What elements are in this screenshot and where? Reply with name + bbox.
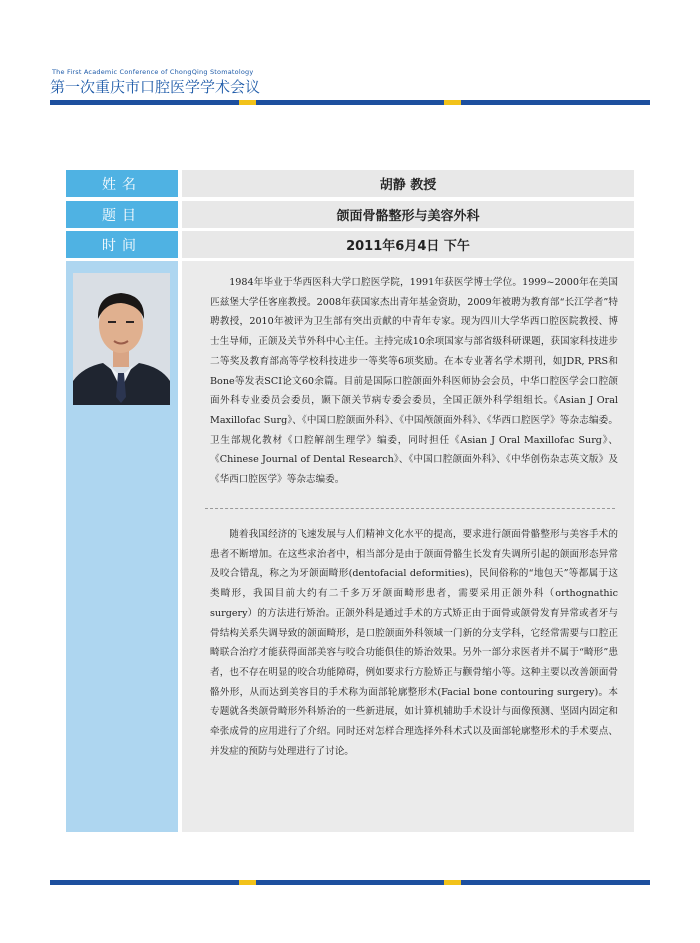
time-value: 2011年6月4日 下午 bbox=[182, 231, 634, 258]
topic-label: 题目 bbox=[66, 201, 178, 228]
name-row bbox=[66, 170, 634, 197]
talk-abstract: 随着我国经济的飞速发展与人们精神文化水平的提高，要求进行颌面骨骼整形与美容手术的患者不断增加。在这些求治者中，相当部分是由于颌面骨骼生长发育失调所引起的颌面形态异常及咬合错乱，称之为牙颌面畸形(dentofacial deformities)，民间俗称的“地包天”等都属于这类畸形，我国目前大约有二千多万牙颌面畸形患者，需要采用正颌外科（orthognathic surgery）的方法进行矫治。正颌外科是通过手术的方式矫正由于面骨或颌骨发育异常或者牙与骨结构关系失调导致的颌面畸形，是口腔颌面外科领域一门新的分支学科，它经常需要与口腔正畸联合治疗才能获得面部美容与咬合功能俱佳的矫治效果。另外一部分求医者并不属于“畸形”患者，也不存在明显的咬合功能障碍，例如要求行方脸矫正与颧骨缩小等。这种主要以改善颌面骨骼外形，从而达到美容目的手术称为面部轮廓整形术(Facial bone contouring surgery)。本专题就各类颌骨畸形外科矫治的一些新进展，如计算机辅助手术设计与面像预测、坚固内固定和牵张成骨的应用进行了介绍。同时还对怎样合理选择外科术式以及面部轮廓整形术的手术要点、并发症的预防与处理进行了讨论。 bbox=[210, 529, 618, 757]
name-label: 姓名 bbox=[66, 170, 178, 197]
topic-value: 颌面骨骼整形与美容外科 bbox=[182, 201, 634, 228]
time-row bbox=[66, 231, 634, 258]
name-value: 胡静 教授 bbox=[182, 170, 634, 197]
footer-stripe bbox=[50, 880, 650, 885]
divider bbox=[205, 508, 615, 509]
header-stripe bbox=[50, 100, 650, 105]
time-label: 时间 bbox=[66, 231, 178, 258]
conference-title-cn: 第一次重庆市口腔医学学术会议 bbox=[50, 78, 261, 96]
portrait-icon bbox=[73, 273, 170, 405]
speaker-biography: 1984年毕业于华西医科大学口腔医学院，1991年获医学博士学位。1999~2000年在美国匹兹堡大学任客座教授。2008年获国家杰出青年基金资助，2009年被聘为教育部“长江学者”特聘教授，2010年被评为卫生部有突出贡献的中青年专家。现为四川大学华西口腔医院教授、博士生导师，正颌及关节外科中心主任。主持完成10余项国家与部省级科研课题，获国家科技进步二等奖及教育部高等学校科技进步一等奖等6项奖励。在本专业著名学术期刊，如JDR, PRS和Bone等发表SCI论文60余篇。目前是国际口腔颌面外科医师协会会员，中华口腔医学会口腔颌面外科专业委员会委员，颞下颌关节病专委会委员，全国正颌外科学组组长。《Asian J Oral Maxillofac Surg》、《中国口腔颌面外科》、《中国颅颌面外科》、《华西口腔医学》等杂志编委。卫生部规化教材《口腔解剖生理学》编委，同时担任《Asian J Oral Maxillofac Surg》、《Chinese Journal of Dental Research》、《中国口腔颌面外科》、《中华创伤杂志英文版》及《华西口腔医学》等杂志编委。 bbox=[210, 277, 618, 486]
speaker-photo bbox=[73, 273, 170, 405]
topic-row bbox=[66, 201, 634, 228]
conference-title-en: The First Academic Conference of ChongQing Stomatology bbox=[52, 68, 254, 76]
